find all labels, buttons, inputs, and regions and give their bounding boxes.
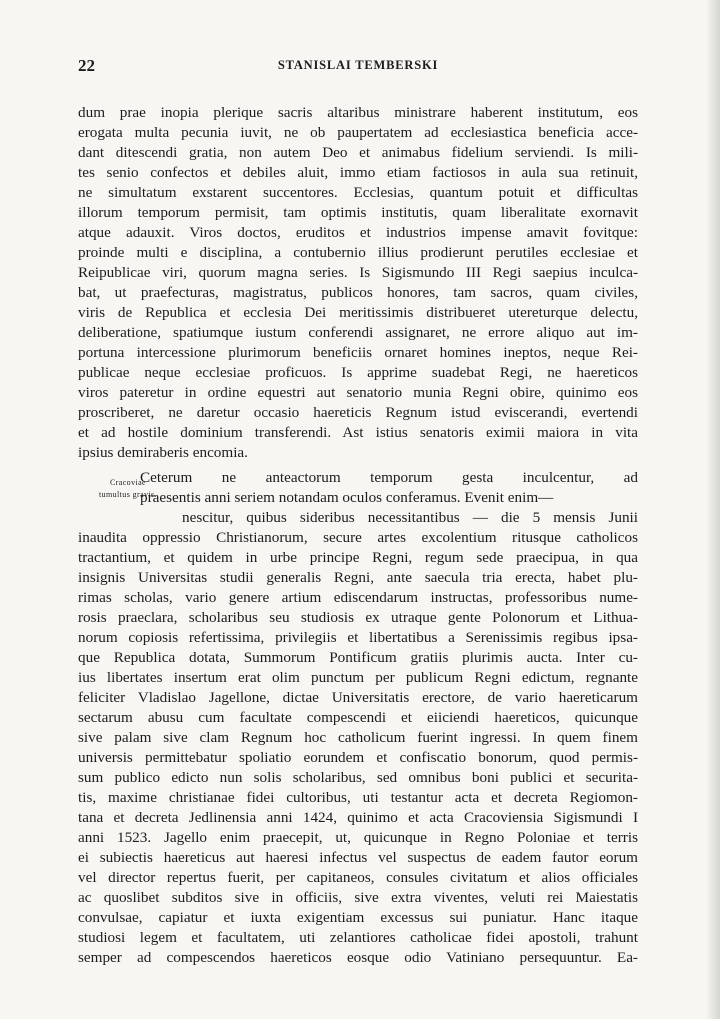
text-line: feliciter Vladislao Jagellone, dictae Universitatis erectore, de vario haereticarum <box>78 689 638 706</box>
text-line: publicae neque ecclesiae proficuos. Is apprime suadebat Regi, ne haereticos <box>78 364 638 381</box>
margin-note: Cracoviae <box>109 478 147 487</box>
running-title: STANISLAI TEMBERSKI <box>277 58 439 72</box>
text-line: que Republica dotata, Summorum Pontificum gratiis plurimis aucta. Inter cu- <box>78 649 638 666</box>
text-line: tis, maxime christianae fidei cultoribus, uti testantur acta et decreta Regiomon- <box>78 789 638 806</box>
text-line: inaudita oppressio Christianorum, secure artes excolentium ritusque catholicos <box>78 529 638 546</box>
text-line: viros pateretur in ordine equestri aut senatorio munia Regni obire, quinimo eos <box>78 384 638 401</box>
text-line: vel director repertus fuerit, per capitaneos, consules civitatum et alios officiales <box>78 869 638 886</box>
text-line: deliberatione, spatiumque iustum conferendi assignaret, ne errore aliquo aut im- <box>78 324 638 341</box>
text-line: ne simultatum exstarent succentores. Ecclesias, quantum potuit et difficultas <box>78 184 638 201</box>
text-line: proinde multi e disciplina, a contubernio illius prodierunt perutiles ecclesiae et <box>78 244 638 261</box>
text-line: universis permittebatur spoliatio eorundem et confiscatio bonorum, quod permis- <box>78 749 638 766</box>
text-line: norum copiosis refertissima, privilegiis et libertatibus a Serenissimis regibus ipsa- <box>78 629 638 646</box>
text-line: Reipublicae viri, quorum magna series. Is Sigismundo III Regi saepius inculca- <box>78 264 638 281</box>
text-line: nescitur, quibus sideribus necessitantibus — die 5 mensis Junii <box>182 509 638 526</box>
text-line: Ceterum ne anteactorum temporum gesta inculcentur, ad <box>140 469 638 486</box>
page-edge-shadow <box>706 0 720 1019</box>
text-line: viris de Republica et ecclesia Dei meritissimis distribueret utereturque delectu, <box>78 304 638 321</box>
text-line: tes senio confectos et debiles aluit, immo etiam factiosos in aula sua retinuit, <box>78 164 638 181</box>
text-line: ius libertates insertum erat olim punctum per publicum Regni edictum, regnante <box>78 669 638 686</box>
text-line: rimas scholas, vario genere artium ediscendarum instructas, professoribus nume- <box>78 589 638 606</box>
margin-note: tumultus gravis. <box>99 490 157 499</box>
text-line: studiosi legem et facultatem, uti zelantiores catholicae fidei apostoli, trahunt <box>78 929 638 946</box>
text-line: praesentis anni seriem notandam oculos conferamus. Evenit enim— <box>140 489 554 506</box>
text-line: erogata multa pecunia iuvit, ne ob paupertatem ad ecclesiastica beneficia acce- <box>78 124 638 141</box>
text-line: ac quoslibet subditos sive in officiis, sive extra viventes, veluti rei Maiestatis <box>78 889 638 906</box>
text-line: semper ad compescendos haereticos eosque odio Vatiniano persequuntur. Ea- <box>78 949 638 966</box>
text-line: sectarum abusu cum facultate compescendi et eiiciendi haereticos, quicunque <box>78 709 638 726</box>
text-line: atque adauxit. Viros doctos, eruditos et industrios impense amavit fovitque: <box>78 224 638 241</box>
text-line: anni 1523. Jagello enim praecepit, ut, quicunque in Regno Poloniae et terris <box>78 829 638 846</box>
text-line: tractantium, et quidem in urbe principe Regni, regum sede praecipua, in qua <box>78 549 638 566</box>
text-line: ipsius demiraberis encomia. <box>78 444 248 461</box>
text-line: proscriberet, ne daretur occasio haereticis Regnum istud eviscerandi, evertendi <box>78 404 638 421</box>
text-line: sum publico edicto nun solis scholaribus, sed omnibus boni publici et securita- <box>78 769 638 786</box>
text-line: rosis praeclara, scholaribus seu studiosis ex utraque gente Polonorum et Lithua- <box>78 609 638 626</box>
text-line: dant ditescendi gratia, non autem Deo et animabus fidelium serviendi. Is mili- <box>78 144 638 161</box>
text-line: sive palam sive clam Regnum hoc catholicum fuerint ingressi. In quem finem <box>78 729 638 746</box>
text-line: insignis Universitas studii generalis Regni, ante saecula tria erecta, habet plu- <box>78 569 638 586</box>
text-line: convulsae, capiatur et iuxta exigentiam excessus sui puniatur. Hanc itaque <box>78 909 638 926</box>
text-line: portuna intercessione plurimorum beneficiis ornaret homines ineptos, neque Rei- <box>78 344 638 361</box>
text-line: tana et decreta Jedlinensia anni 1424, quinimo et acta Cracoviensia Sigismundi I <box>78 809 638 826</box>
text-line: et ad hostile dominium transferendi. Ast istius senatoris eximii maiora in vita <box>78 424 638 441</box>
text-line: dum prae inopia plerique sacris altaribus ministrare haberent institutum, eos <box>78 104 638 121</box>
page-header <box>78 56 638 80</box>
page-number: 22 <box>78 56 95 75</box>
text-line: illorum temporum permisit, tam optimis institutis, quam liberalitate exornavit <box>78 204 638 221</box>
text-line: bat, ut praefecturas, magistratus, publicos honores, tam sacros, quam civiles, <box>78 284 638 301</box>
text-line: ei subiectis haereticus aut haeresi infectus vel suspectus de eadem fautor eorum <box>78 849 638 866</box>
